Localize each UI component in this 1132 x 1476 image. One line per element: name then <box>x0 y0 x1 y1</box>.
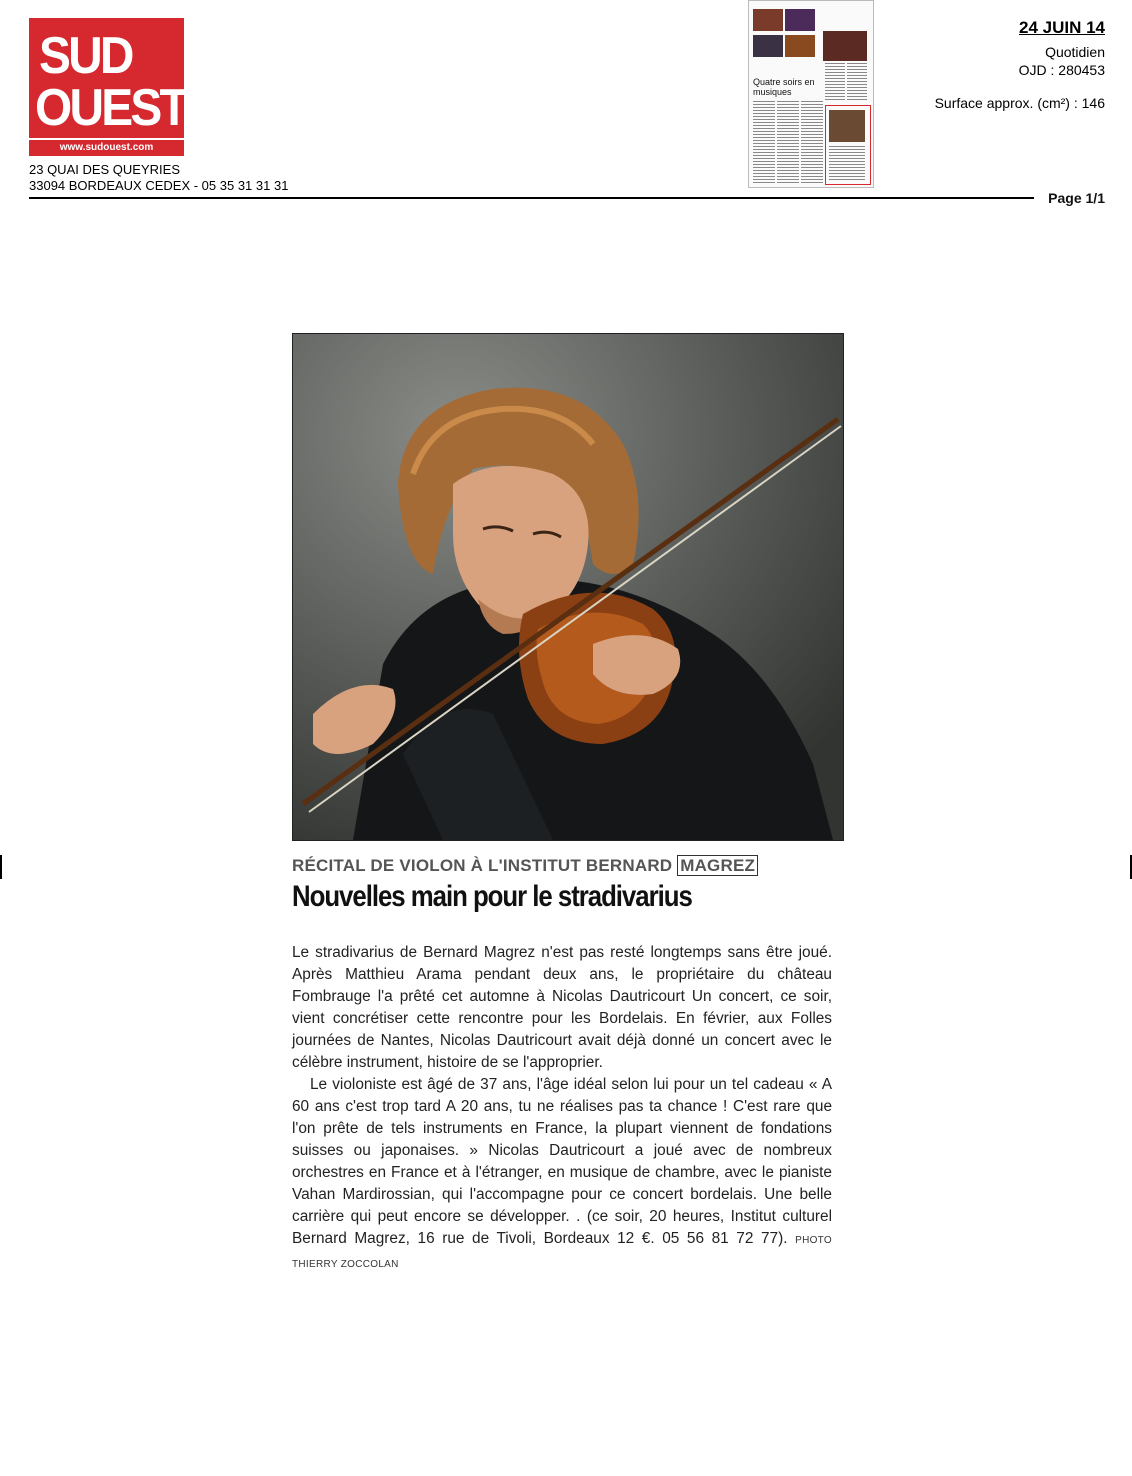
thumb-photo <box>785 9 815 31</box>
thumb-photo <box>753 9 783 31</box>
thumb-photo <box>823 31 867 61</box>
article-kicker <box>292 856 758 876</box>
logo-line-2: OUEST <box>35 79 187 137</box>
page-number: Page 1/1 <box>1048 190 1105 206</box>
kicker-highlight: MAGREZ <box>677 855 758 876</box>
address-line-2: 33094 BORDEAUX CEDEX - 05 35 31 31 31 <box>29 178 289 193</box>
page-thumbnail <box>748 0 874 188</box>
article-body <box>292 942 832 1276</box>
surface-area: Surface approx. (cm²) : 146 <box>934 95 1105 111</box>
header-divider <box>29 197 1034 199</box>
kicker-text: RÉCITAL DE VIOLON À L'INSTITUT BERNARD <box>292 856 678 875</box>
violinist-illustration <box>293 334 843 840</box>
thumb-article-highlight <box>825 105 871 185</box>
article-paragraph-2 <box>292 1074 832 1276</box>
ojd-count: OJD : 280453 <box>1018 62 1105 78</box>
left-margin-marker <box>0 855 2 879</box>
paragraph-2-text: Le violoniste est âgé de 37 ans, l'âge idéal selon lui pour un tel cadeau « A 60 ans c'est trop tard A 20 ans, tu ne réalises pas ta chance ! C'est rare que l'on prête de tels instruments en France, la plupart viennent de fondations suisses ou japonaises. » Nicolas Dautricourt a joué avec de nombreux orchestres en France et à l'étranger, en musique de chambre, avec le pianiste Vahan Mardirossian, qui l'accompagne pour ce concert bordelais. Une belle carrière qui peut encore se développer. . (ce soir, 20 heures, Institut culturel Bernard Magrez, 16 rue de Tivoli, Bordeaux 12 €. 05 56 81 72 77). <box>292 1076 832 1247</box>
address-line-1: 23 QUAI DES QUEYRIES <box>29 162 180 177</box>
thumb-title: Quatre soirs en musiques <box>753 77 815 97</box>
sud-ouest-logo <box>29 18 187 156</box>
article-photo <box>292 333 844 841</box>
photo-credit: PHOTO THIERRY ZOCCOLAN <box>292 1235 832 1270</box>
thumb-photo <box>785 35 815 57</box>
logo-line-1: SUD <box>39 27 132 85</box>
thumb-photo <box>753 35 783 57</box>
publication-frequency: Quotidien <box>1045 44 1105 60</box>
logo-url: www.sudouest.com <box>29 138 184 156</box>
article-headline: Nouvelles main pour le stradivarius <box>292 880 692 913</box>
article-paragraph-1: Le stradivarius de Bernard Magrez n'est pas resté longtemps sans être joué. Après Matthieu Arama pendant deux ans, le propriétaire du château Fombrauge l'a prêté cet automne à Nicolas Dautricourt Un concert, ce soir, vient concrétiser cette rencontre pour les Bordelais. En février, aux Folles journées de Nantes, Nicolas Dautricourt avait déjà donné un concert avec le célèbre instrument, histoire de se l'approprier. <box>292 944 832 1071</box>
publication-date: 24 JUIN 14 <box>1019 18 1105 37</box>
